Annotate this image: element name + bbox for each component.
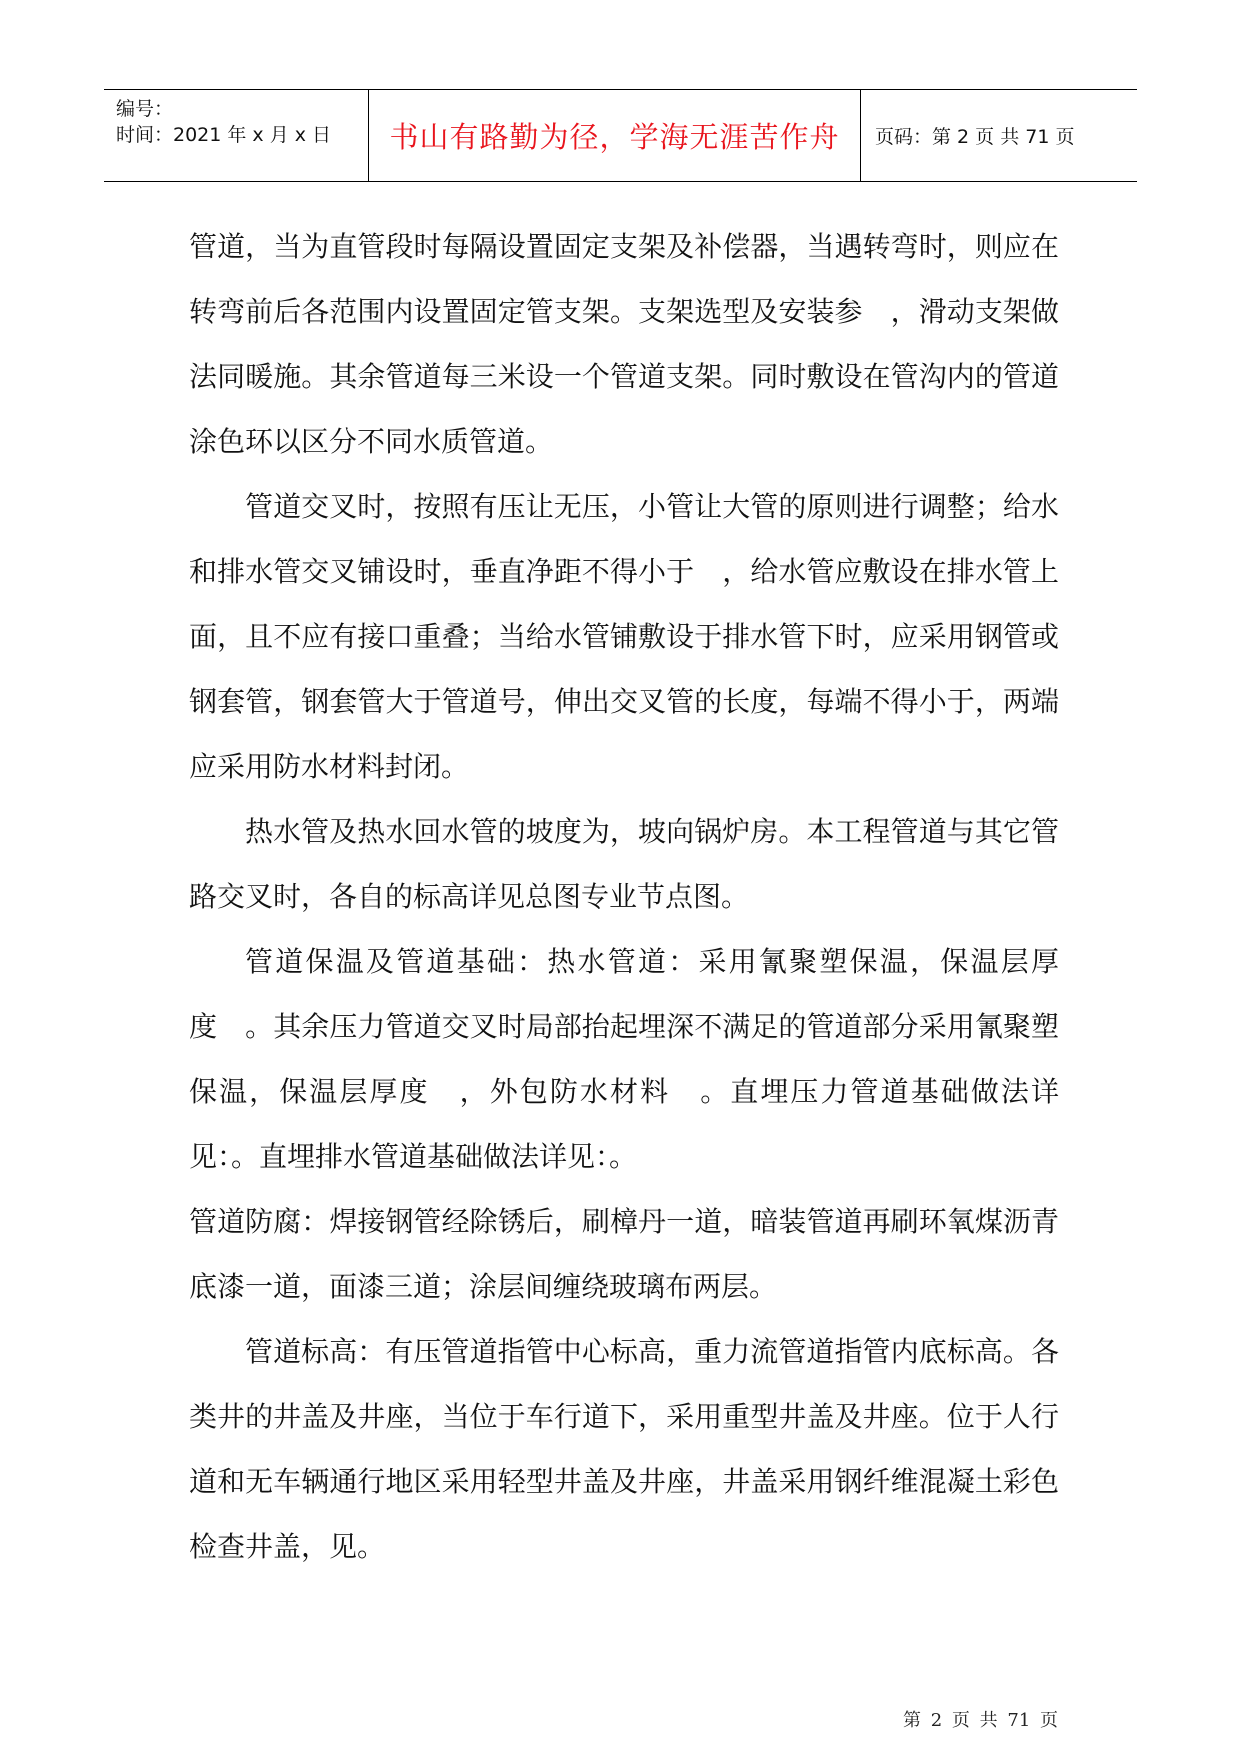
page-footer: 第 2 页 共 71 页 xyxy=(903,1710,1058,1731)
paragraph-pipe-supports: 管道，当为直管段时每隔设置固定支架及补偿器，当遇转弯时，则应在转弯前后各范围内设置固定管支架。支架选型及安装参 ，滑动支架做法同暖施。其余管道每三米设一个管道支架。同时敷设在管沟内的管道涂色环以区分不同水质管道。 xyxy=(189,230,1059,458)
date-label: 时间：2021 年 x 月 x 日 xyxy=(116,124,332,146)
header-page-cell xyxy=(861,90,1137,181)
header-motto-cell xyxy=(369,90,861,181)
serial-number-label: 编号： xyxy=(116,98,174,120)
paragraph-hot-water-slope: 热水管及热水回水管的坡度为，坡向锅炉房。本工程管道与其它管路交叉时，各自的标高详见总图专业节点图。 xyxy=(189,815,1059,913)
header-meta-cell xyxy=(104,90,369,181)
header-page-number: 页码：第 2 页 共 71 页 xyxy=(875,126,1075,148)
paragraph-insulation-foundation: 管道保温及管道基础：热水管道：采用氰聚塑保温，保温层厚度 。其余压力管道交叉时局部抬起埋深不满足的管道部分采用氰聚塑保温，保温层厚度 ，外包防水材料 。直埋压力管道基础做法详见：。直埋排水管道基础做法详见：。 xyxy=(189,945,1059,1173)
paragraph-anticorrosion: 管道防腐：焊接钢管经除锈后，刷樟丹一道，暗装管道再刷环氧煤沥青底漆一道，面漆三道；涂层间缠绕玻璃布两层。 xyxy=(189,1205,1059,1303)
document-header xyxy=(104,89,1137,182)
paragraph-pipe-crossing: 管道交叉时，按照有压让无压，小管让大管的原则进行调整；给水和排水管交叉铺设时，垂直净距不得小于 ，给水管应敷设在排水管上面，且不应有接口重叠；当给水管铺敷设于排水管下时，应采用钢管或钢套管，钢套管大于管道号，伸出交叉管的长度，每端不得小于，两端应采用防水材料封闭。 xyxy=(189,490,1059,783)
paragraph-elevation-covers: 管道标高：有压管道指管中心标高，重力流管道指管内底标高。各类井的井盖及井座，当位于车行道下，采用重型井盖及井座。位于人行道和无车辆通行地区采用轻型井盖及井座，井盖采用钢纤维混凝土彩色检查井盖，见。 xyxy=(189,1335,1059,1563)
document-body xyxy=(189,214,1059,1579)
motto-text: 书山有路勤为径，学海无涯苦作舟 xyxy=(389,120,840,154)
